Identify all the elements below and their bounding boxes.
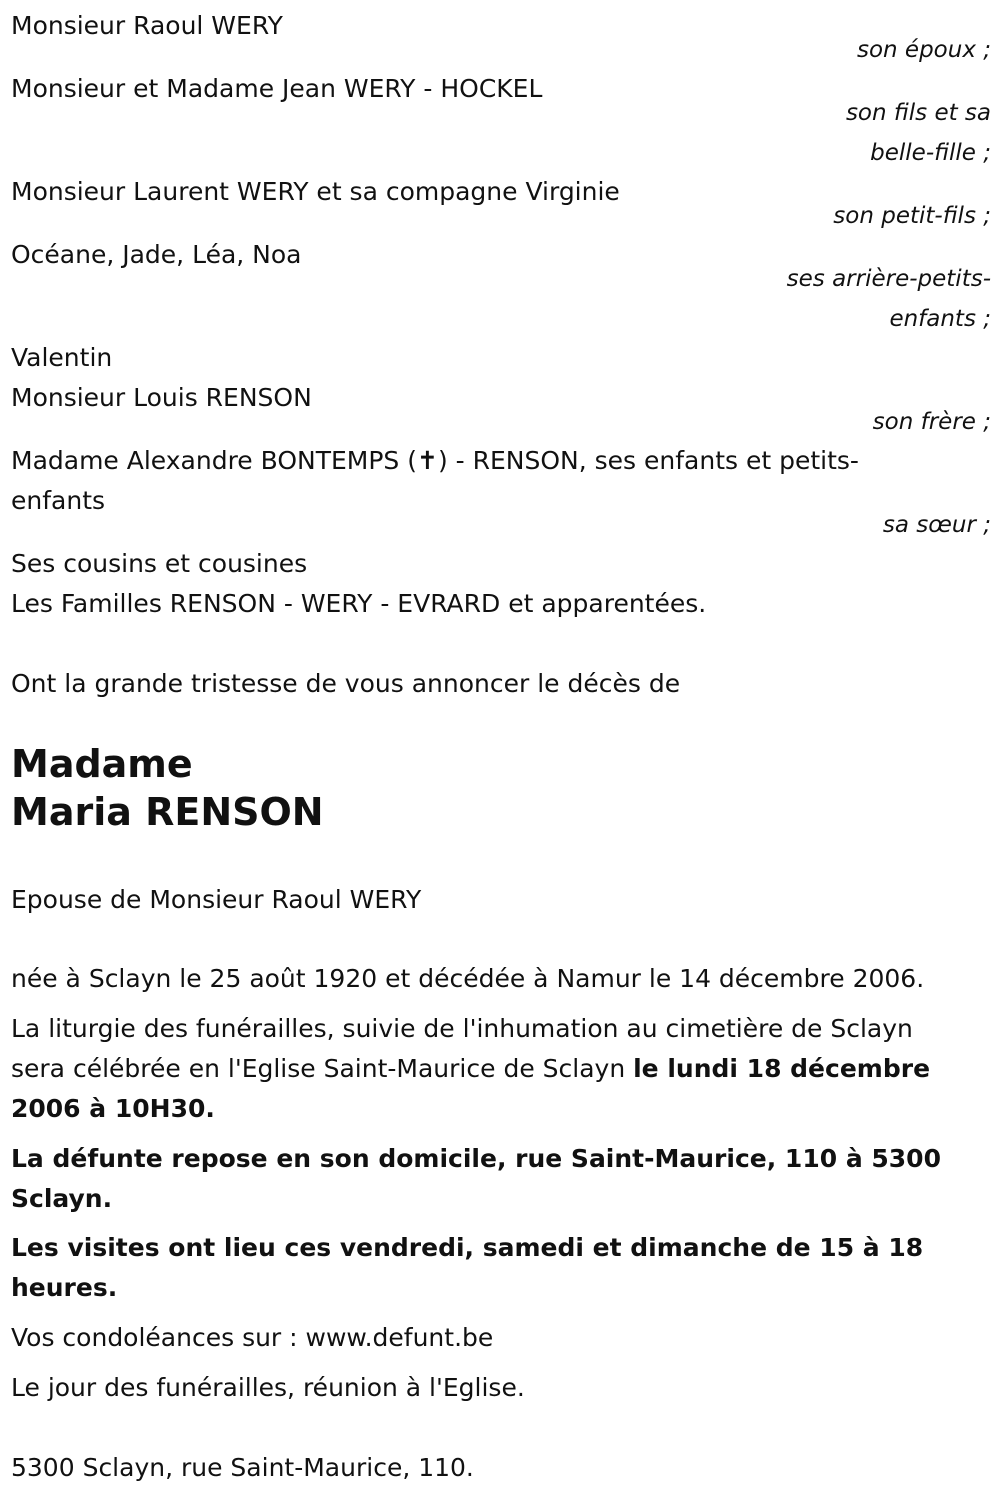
family-member-jean: Monsieur et Madame Jean WERY - HOCKEL bbox=[11, 74, 543, 103]
spouse-line: Epouse de Monsieur Raoul WERY bbox=[11, 885, 422, 914]
relation-spouse: son époux ; bbox=[856, 37, 991, 63]
liturgy-text: sera célébrée en l'Eglise Saint-Maurice de Sclayn bbox=[11, 1054, 634, 1083]
family-member-great-grandchildren: Océane, Jade, Léa, Noa bbox=[11, 240, 302, 269]
family-member-bontemps-line1: Madame Alexandre BONTEMPS (✝) - RENSON, ses enfants et petits- bbox=[11, 446, 859, 475]
visites-line1: Les visites ont lieu ces vendredi, samedi et dimanche de 15 à 18 bbox=[11, 1233, 924, 1262]
deceased-name: Maria RENSON bbox=[11, 790, 324, 834]
relation-sister: sa sœur ; bbox=[882, 512, 991, 538]
family-families: Les Familles RENSON - WERY - EVRARD et apparentées. bbox=[11, 589, 707, 618]
liturgy-line1: La liturgie des funérailles, suivie de l'inhumation au cimetière de Sclayn bbox=[11, 1014, 913, 1043]
relation-son-line2: belle-fille ; bbox=[870, 140, 991, 166]
family-member-laurent: Monsieur Laurent WERY et sa compagne Virginie bbox=[11, 177, 620, 206]
repose-line1: La défunte repose en son domicile, rue Saint-Maurice, 110 à 5300 bbox=[11, 1144, 941, 1173]
condolences-line: Vos condoléances sur : www.defunt.be bbox=[11, 1323, 494, 1352]
birth-death-line: née à Sclayn le 25 août 1920 et décédée à Namur le 14 décembre 2006. bbox=[11, 964, 925, 993]
deceased-title: Madame bbox=[11, 742, 193, 786]
family-member-louis: Monsieur Louis RENSON bbox=[11, 383, 312, 412]
relation-grandson: son petit-fils ; bbox=[833, 203, 991, 229]
announcement-text: Ont la grande tristesse de vous annoncer le décès de bbox=[11, 669, 681, 698]
family-member-valentin: Valentin bbox=[11, 343, 113, 372]
liturgy-line3: 2006 à 10H30. bbox=[11, 1094, 215, 1123]
family-cousins: Ses cousins et cousines bbox=[11, 549, 308, 578]
relation-brother: son frère ; bbox=[872, 409, 991, 435]
repose-line2: Sclayn. bbox=[11, 1184, 113, 1213]
relation-great-grandchildren-line1: ses arrière-petits- bbox=[786, 266, 991, 292]
family-member-raoul: Monsieur Raoul WERY bbox=[11, 11, 283, 40]
visites-line2: heures. bbox=[11, 1273, 118, 1302]
reunion-line: Le jour des funérailles, réunion à l'Eglise. bbox=[11, 1373, 525, 1402]
address-line: 5300 Sclayn, rue Saint-Maurice, 110. bbox=[11, 1453, 474, 1482]
family-member-bontemps-line2: enfants bbox=[11, 486, 106, 515]
relation-great-grandchildren-line2: enfants ; bbox=[889, 306, 991, 332]
relation-son-line1: son fils et sa bbox=[845, 100, 991, 126]
liturgy-line2 bbox=[11, 1049, 930, 1089]
liturgy-date: le lundi 18 décembre bbox=[633, 1054, 931, 1083]
